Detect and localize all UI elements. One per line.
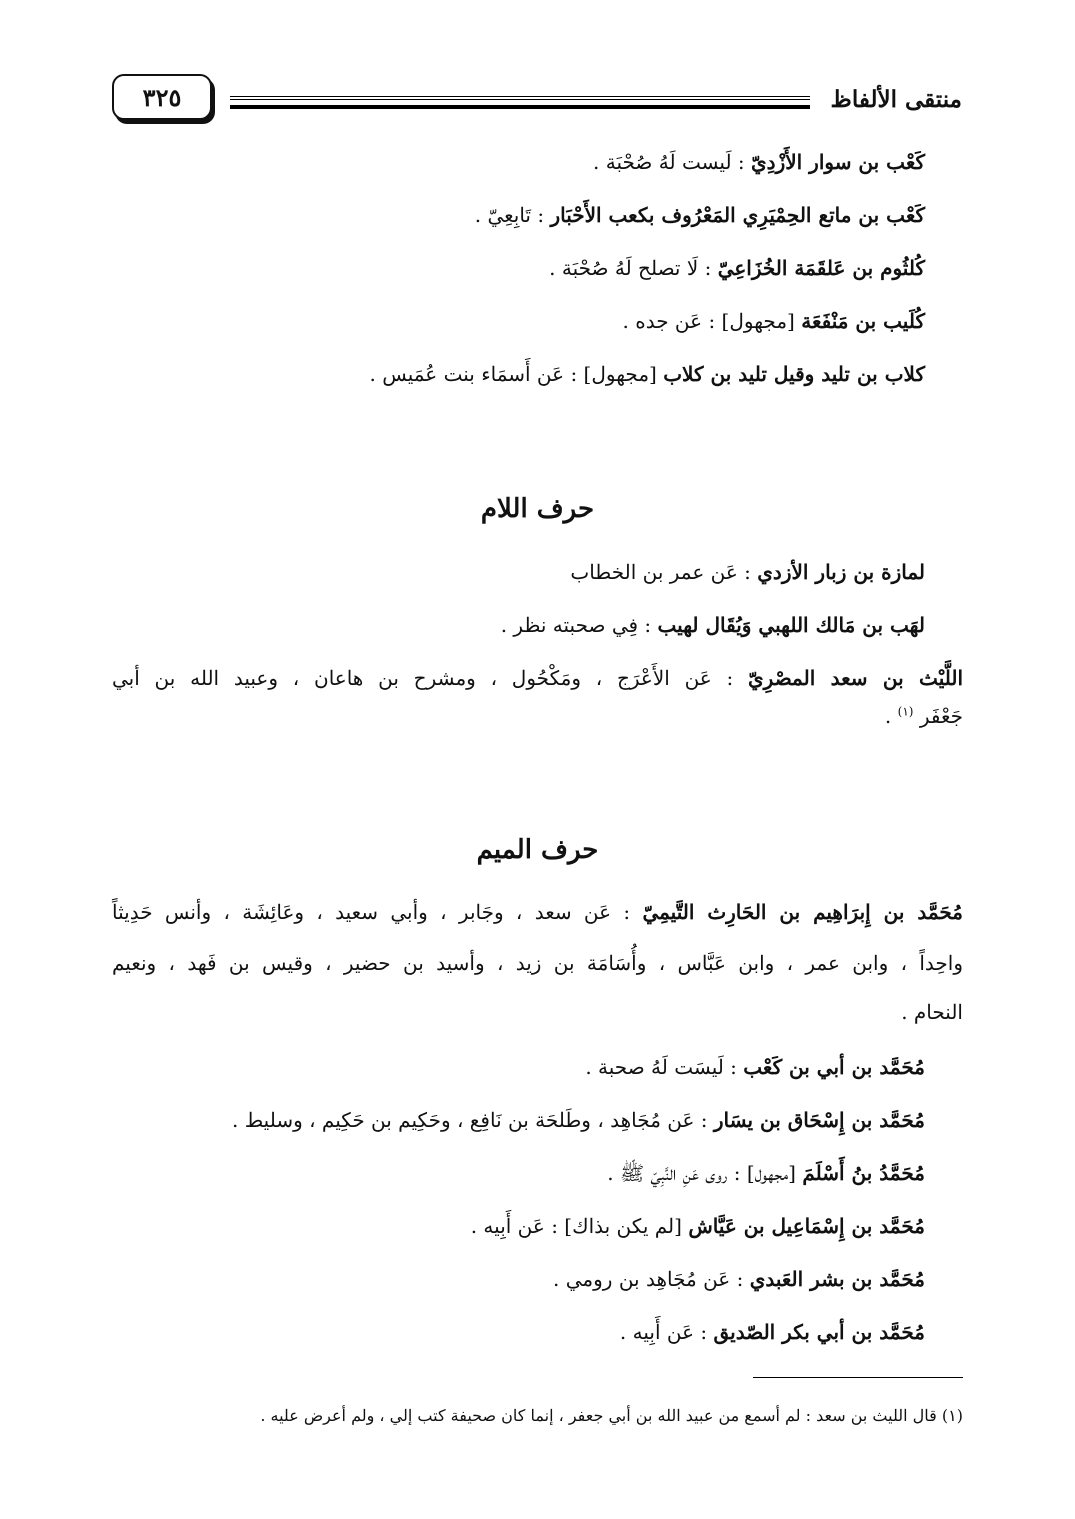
entry-line	[593, 150, 925, 174]
entry-line	[553, 1267, 925, 1291]
entry-name: كَعْب بن سوار الأَزْدِيّ	[751, 150, 925, 174]
footnote-divider	[753, 1377, 963, 1378]
entry-name: لهَب بن مَالك اللهبي وَيُقَال لهيب	[657, 613, 925, 637]
entry-line	[112, 900, 963, 924]
entry-text: جَعْفَر	[919, 704, 963, 728]
page-header	[112, 72, 962, 132]
entry-line	[585, 1055, 925, 1079]
entry-name: مُحَمَّد بن بشر العَبدي	[749, 1267, 925, 1291]
entry-text: : لَا تصلح لَهُ صُحْبَة .	[549, 256, 718, 280]
entry-line	[112, 951, 963, 975]
entry-text: .	[884, 704, 898, 728]
entry-text: : لَيست لَهُ صُحْبَة .	[593, 150, 752, 174]
entry-line	[623, 309, 925, 333]
entry-name: كَعْب بن ماتع الحِمْيَرِي المَعْرُوف بكعب الأَحْبَار	[550, 203, 925, 227]
entry-text: [مجهول] : عَن أَسمَاء بنت عُمَيس .	[369, 362, 664, 386]
entry-text: : عَن الأَعْرَج ، ومَكْحُول ، ومشرح بن هاعان ، وعبيد الله بن أبي	[112, 666, 749, 690]
entry-continuation	[885, 704, 963, 728]
footnote	[260, 1406, 963, 1425]
entry-line	[549, 256, 925, 280]
entry-text: : عَن مُجَاهِد ، وطَلحَة بن نَافِع ، وحَكِيم بن حَكِيم ، وسليط .	[231, 1108, 714, 1132]
book-title: منتقى الألفاظ	[830, 86, 962, 113]
entry-name: مُحَمَّد بن إِسْمَاعِيل بن عَيَّاش	[688, 1214, 925, 1238]
entry-line	[232, 1108, 925, 1132]
entry-line	[501, 613, 925, 637]
entry-text: : تَابِعِيّ .	[474, 203, 551, 227]
entry-text: : عَن أَبِيه .	[619, 1320, 714, 1344]
footnote-ref: (١)	[897, 704, 914, 719]
entry-text: النحام .	[901, 1000, 963, 1024]
entry-name: مُحَمَّد بن إِبرَاهِيم بن الحَارِث التَّيمِيّ	[642, 900, 964, 924]
entry-line	[112, 666, 963, 690]
entry-text: : عَن مُجَاهِد بن رومي .	[553, 1267, 750, 1291]
entry-name: لمازة بن زبار الأزدي	[757, 560, 925, 584]
footnote-marker: (١)	[941, 1406, 963, 1425]
header-rule	[230, 96, 810, 109]
entry-line	[901, 1000, 963, 1024]
footnote-text: قال الليث بن سعد : لم أسمع من عبيد الله بن أبي جعفر ، إنما كان صحيفة كتب إلي ، ولم أعرض عليه .	[260, 1406, 942, 1425]
entry-line	[475, 203, 925, 227]
entry-name: مُحَمَّد بن إِسْحَاق بن يسَار	[713, 1108, 925, 1132]
page-number-frame	[112, 74, 212, 120]
entry-line	[471, 1214, 925, 1238]
entry-name: كلاب بن تليد وقيل تليد بن كلاب	[663, 362, 925, 386]
entry-text: : عَن سعد ، وجَابر ، وأبي سعيد ، وعَائِشَة ، وأنس حَدِيثاً	[112, 900, 643, 924]
entry-text: [مجهول] : روى عَنِ النَّبِيّ ﷺ .	[607, 1161, 803, 1185]
entry-line	[620, 1320, 925, 1344]
entry-name: كُلثُوم بن عَلقَمَة الخُزَاعِيّ	[717, 256, 925, 280]
entry-line	[570, 560, 925, 584]
entry-text: [مجهول] : عَن جده .	[622, 309, 802, 333]
entry-text: : فِي صحبته نظر .	[500, 613, 658, 637]
entry-name: اللَّيْث بن سعد المصْرِيّ	[748, 666, 964, 690]
entry-text: : عَن عمر بن الخطاب	[570, 560, 758, 584]
section-heading-mim: حرف الميم	[476, 835, 599, 865]
section-heading-lam: حرف اللام	[480, 494, 595, 524]
entry-text: [لم يكن بذاك] : عَن أَبِيه .	[470, 1214, 689, 1238]
entry-text: واحِداً ، وابن عمر ، وابن عَبَّاس ، وأُسَامَة بن زيد ، وأسيد بن حضير ، وقيس بن فَهد ، ونعيم	[112, 951, 963, 975]
entry-name: مُحَمَّد بن أبي بن كَعْب	[743, 1055, 925, 1079]
entry-line	[370, 362, 926, 386]
entry-name: مُحَمَّدُ بنُ أَسْلَمَ	[802, 1161, 925, 1185]
page-number: ٣٢٥	[142, 82, 182, 112]
entry-line	[607, 1161, 925, 1185]
entry-name: كُلَيب بن مَنْفَعَة	[801, 309, 925, 333]
entry-text: : لَيسَت لَهُ صحبة .	[585, 1055, 744, 1079]
entry-name: مُحَمَّد بن أبي بكر الصّديق	[713, 1320, 925, 1344]
